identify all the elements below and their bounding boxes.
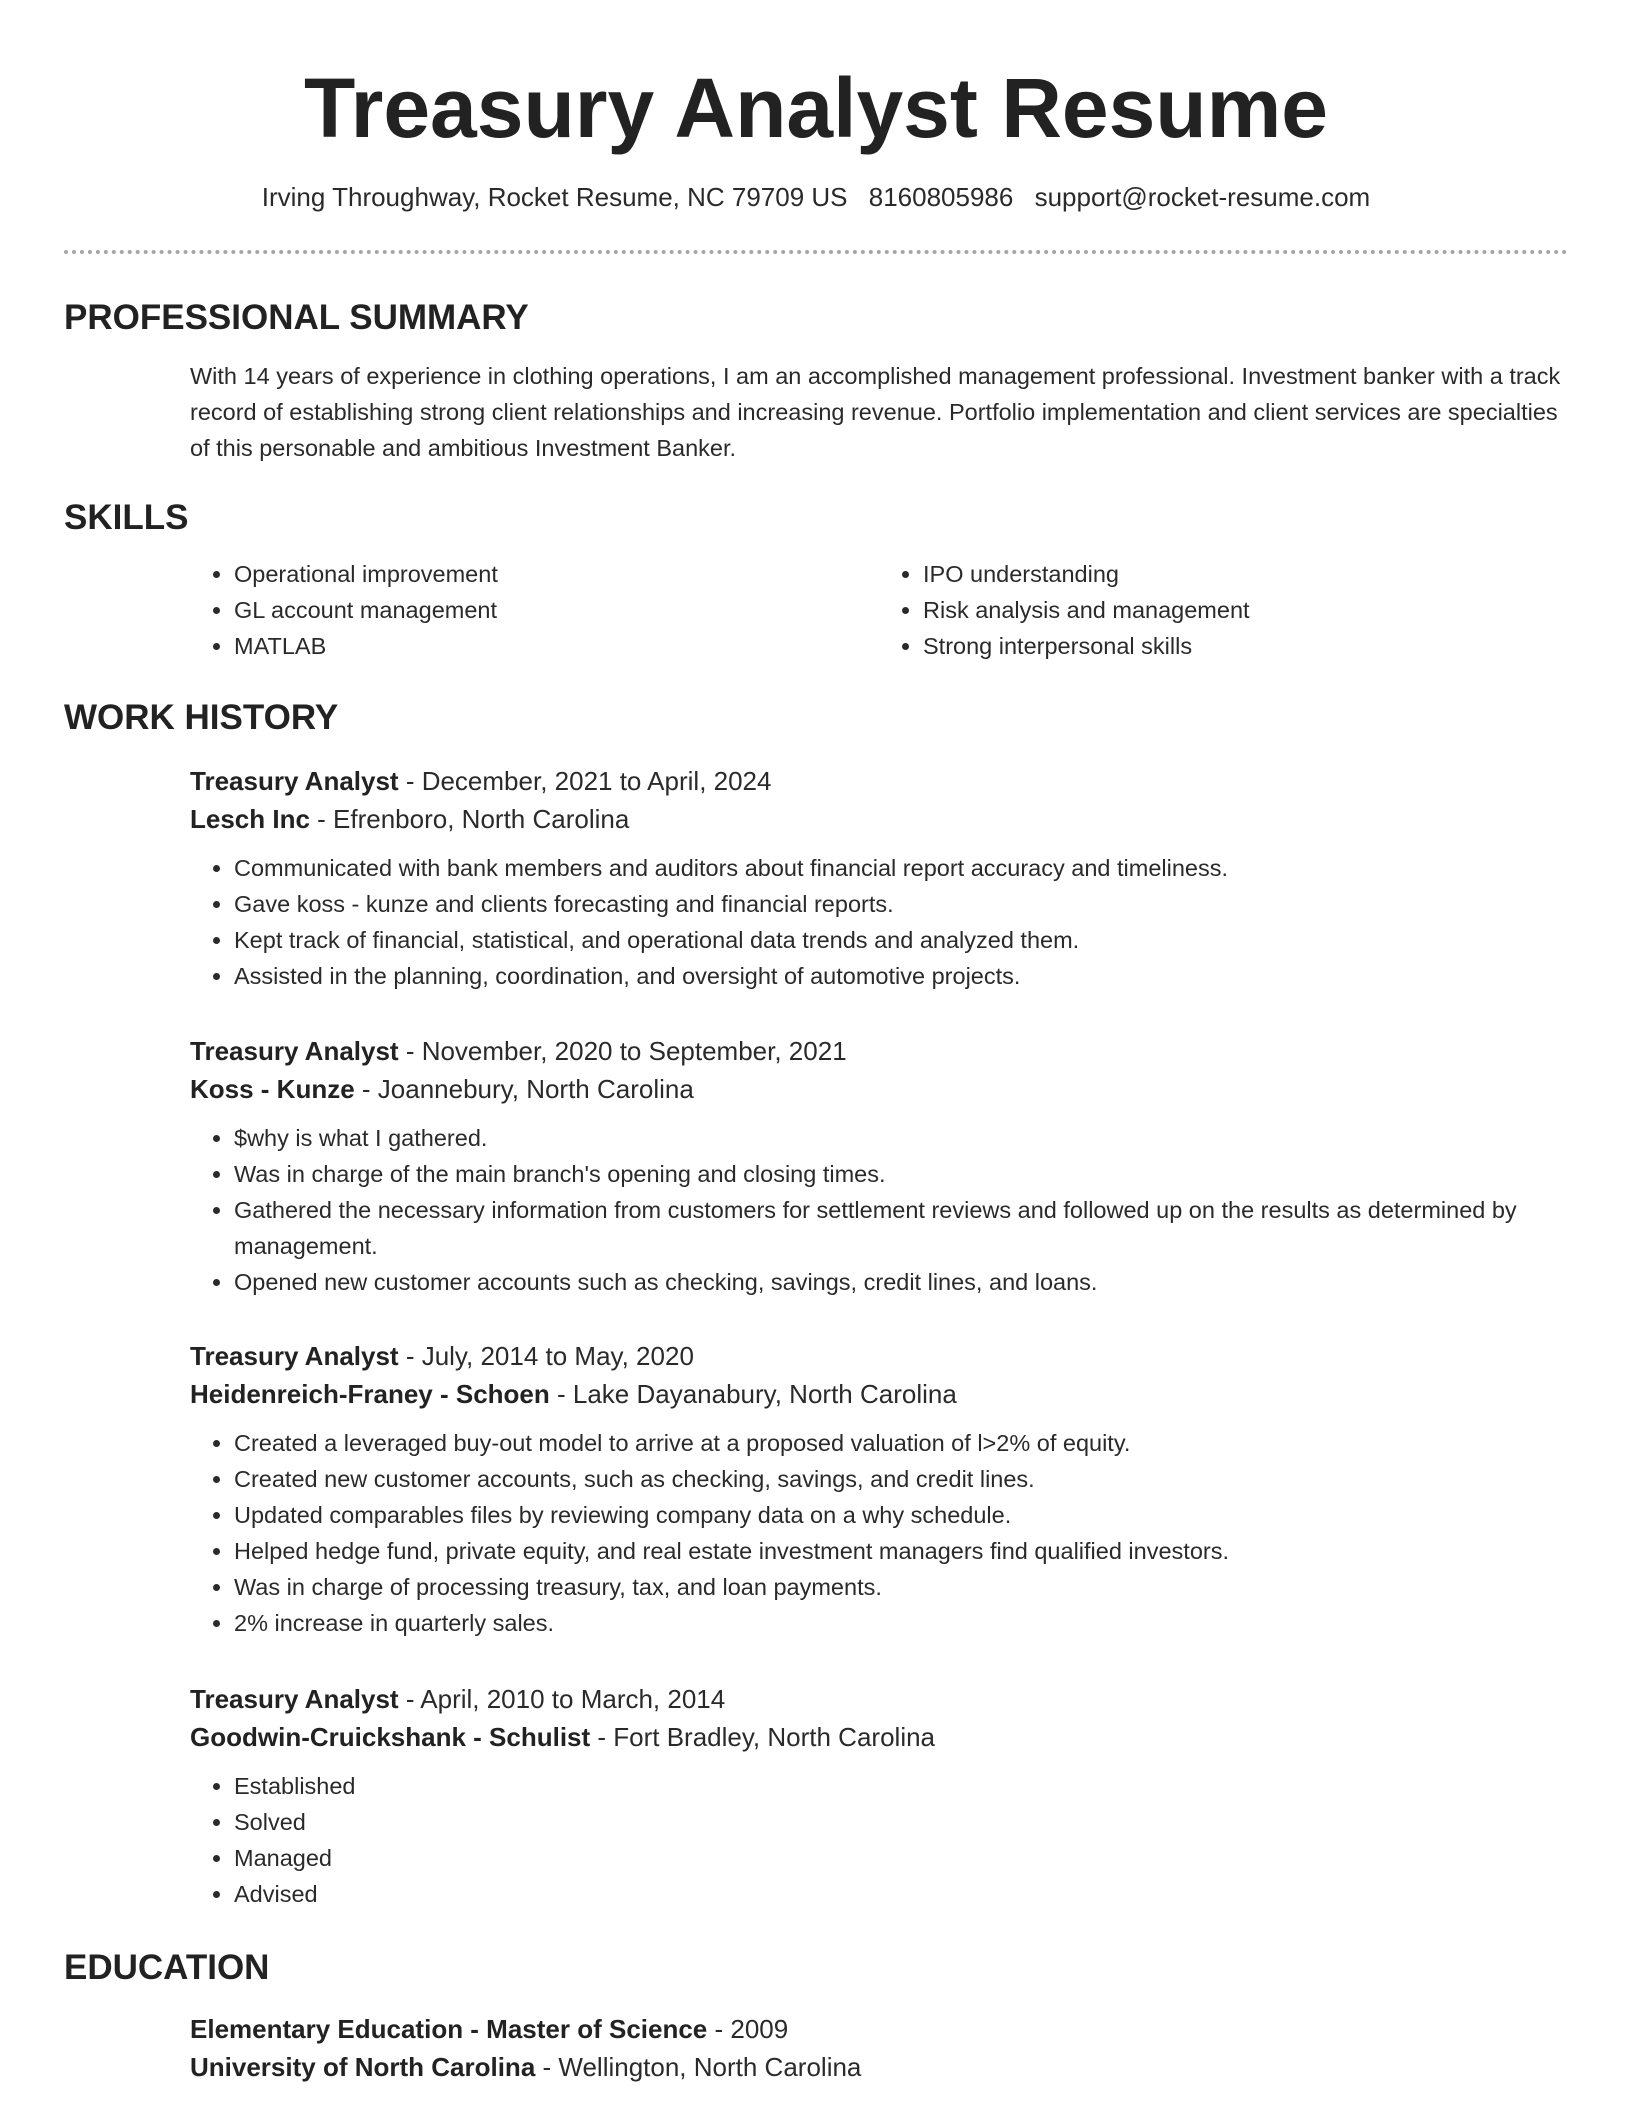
job-bullet: • Advised	[234, 1876, 1568, 1912]
job-bullet: • Communicated with bank members and auditors about financial report accuracy and timeliness.	[234, 850, 1568, 886]
job-title: Treasury Analyst	[190, 1341, 399, 1371]
summary-section	[64, 296, 1568, 466]
page-title: Treasury Analyst Resume	[303, 61, 1329, 155]
degree: Elementary Education - Master of Science	[190, 2014, 708, 2044]
job-bullets	[190, 850, 1568, 994]
resume-page	[64, 0, 1568, 2082]
degree-line	[190, 2010, 1568, 2048]
job-bullet: • Gathered the necessary information from customers for settlement reviews and followed up on the results as determined by management.	[234, 1192, 1568, 1264]
job-dates: - November, 2020 to September, 2021	[398, 1036, 847, 1066]
job-bullet: • $why is what I gathered.	[234, 1120, 1568, 1156]
job-bullet: • Was in charge of processing treasury, tax, and loan payments.	[234, 1569, 1568, 1605]
skill-item: • Risk analysis and management	[923, 592, 1568, 628]
job-bullets	[190, 1425, 1568, 1641]
school: University of North Carolina	[190, 2052, 536, 2082]
job-company: Goodwin-Cruickshank - Schulist	[190, 1722, 591, 1752]
work-heading: WORK HISTORY	[64, 698, 339, 737]
school-location: - Wellington, North Carolina	[535, 2052, 862, 2082]
job-entry	[64, 1337, 1568, 1641]
header-divider	[64, 250, 1568, 254]
job-company-line	[190, 1718, 1568, 1756]
job-location: - Efrenboro, North Carolina	[309, 804, 630, 834]
job-location: - Lake Dayanabury, North Carolina	[549, 1379, 957, 1409]
skill-item: • IPO understanding	[923, 556, 1568, 592]
job-company-line	[190, 1070, 1568, 1108]
skill-item: • Operational improvement	[234, 556, 879, 592]
job-title: Treasury Analyst	[190, 766, 399, 796]
education-section	[64, 1946, 1568, 2086]
job-bullet: • Helped hedge fund, private equity, and real estate investment managers find qualified investors.	[234, 1533, 1568, 1569]
job-bullet: • Established	[234, 1768, 1568, 1804]
skills-heading: SKILLS	[64, 498, 189, 537]
job-company-line	[190, 800, 1568, 838]
job-bullets	[190, 1768, 1568, 1912]
job-company: Lesch Inc	[190, 804, 310, 834]
work-section	[64, 696, 1568, 740]
job-title-line	[190, 762, 1568, 800]
job-entry	[64, 762, 1568, 994]
job-company: Heidenreich-Franey - Schoen	[190, 1379, 550, 1409]
skill-item: • GL account management	[234, 592, 879, 628]
skills-column-right	[879, 556, 1568, 664]
skill-item: • Strong interpersonal skills	[923, 628, 1568, 664]
skills-list	[190, 556, 1568, 664]
job-dates: - December, 2021 to April, 2024	[398, 766, 772, 796]
contact-line	[64, 180, 1568, 214]
job-title: Treasury Analyst	[190, 1036, 399, 1066]
job-title-line	[190, 1032, 1568, 1070]
job-bullet: • Was in charge of the main branch's opening and closing times.	[234, 1156, 1568, 1192]
skill-item: • MATLAB	[234, 628, 879, 664]
job-title-line	[190, 1680, 1568, 1718]
job-bullet: • Assisted in the planning, coordination, and oversight of automotive projects.	[234, 958, 1568, 994]
contact-phone: 8160805986	[868, 182, 1014, 212]
school-line	[190, 2048, 1568, 2086]
education-heading: EDUCATION	[64, 1948, 270, 1987]
job-entry	[64, 1680, 1568, 1912]
job-bullet: • Created a leveraged buy-out model to arrive at a proposed valuation of l>2% of equity.	[234, 1425, 1568, 1461]
job-location: - Joannebury, North Carolina	[354, 1074, 694, 1104]
job-bullets	[190, 1120, 1568, 1300]
job-company-line	[190, 1375, 1568, 1413]
job-bullet: • Gave koss - kunze and clients forecasting and financial reports.	[234, 886, 1568, 922]
job-entry	[64, 1032, 1568, 1300]
summary-heading: PROFESSIONAL SUMMARY	[64, 298, 529, 337]
job-bullet: • Opened new customer accounts such as checking, savings, credit lines, and loans.	[234, 1264, 1568, 1300]
job-bullet: • 2% increase in quarterly sales.	[234, 1605, 1568, 1641]
contact-address: Irving Throughway, Rocket Resume, NC 79709 US	[261, 182, 848, 212]
contact-email: support@rocket-resume.com	[1034, 182, 1371, 212]
job-bullet: • Created new customer accounts, such as checking, savings, and credit lines.	[234, 1461, 1568, 1497]
degree-year: - 2009	[707, 2014, 789, 2044]
summary-text: With 14 years of experience in clothing operations, I am an accomplished management professional. Investment banker with a track record of establishing strong client relationships and increasing revenue. Portfolio implementation and client services are specialties of this personable and ambitious Investment Banker.	[190, 363, 1561, 461]
job-title-line	[190, 1337, 1568, 1375]
job-company: Koss - Kunze	[190, 1074, 355, 1104]
job-dates: - July, 2014 to May, 2020	[398, 1341, 694, 1371]
skills-section	[64, 496, 1568, 664]
job-location: - Fort Bradley, North Carolina	[590, 1722, 936, 1752]
job-bullet: • Kept track of financial, statistical, and operational data trends and analyzed them.	[234, 922, 1568, 958]
job-bullet: • Solved	[234, 1804, 1568, 1840]
skills-column-left	[190, 556, 879, 664]
job-title: Treasury Analyst	[190, 1684, 399, 1714]
job-bullet: • Managed	[234, 1840, 1568, 1876]
job-bullet: • Updated comparables files by reviewing company data on a why schedule.	[234, 1497, 1568, 1533]
job-dates: - April, 2010 to March, 2014	[398, 1684, 726, 1714]
